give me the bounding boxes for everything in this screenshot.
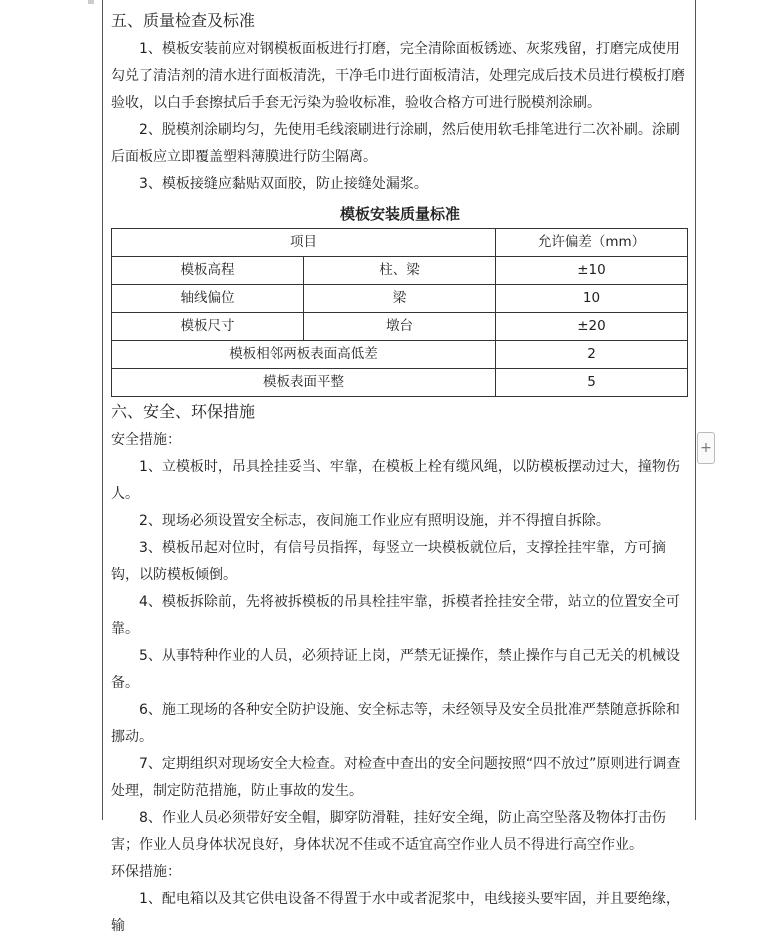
row-name: 轴线偏位: [112, 285, 304, 313]
safety-label: 安全措施：: [111, 432, 181, 448]
row-name: 模板表面平整: [112, 369, 496, 397]
table-header-row: [112, 229, 688, 257]
row-member: 柱、梁: [304, 257, 496, 285]
section5-heading: 五、质量检查及标准: [111, 11, 256, 30]
section6-heading: 六、安全、环保措施: [111, 402, 256, 421]
row-tolerance: ±20: [496, 313, 688, 341]
table-row: [112, 257, 688, 285]
safety-item-7: 7、定期组织对现场安全大检查。对检查中查出的安全问题按照“四不放过”原则进行调查处理，制定防范措施，防止事故的发生。: [111, 756, 681, 799]
table-title: 模板安装质量标准: [339, 205, 460, 223]
safety-item-1: 1、立模板时，吊具拴挂妥当、牢靠，在模板上栓有缆风绳，以防模板摆动过大，撞物伤人。: [111, 459, 680, 502]
table-row: [112, 369, 688, 397]
row-name: 模板高程: [112, 257, 304, 285]
environment-label: 环保措施：: [111, 864, 181, 880]
safety-item-2: 2、现场必须设置安全标志，夜间施工作业应有照明设施，并不得擅自拆除。: [139, 513, 610, 529]
safety-item-5: 5、从事特种作业的人员，必须持证上岗，严禁无证操作，禁止操作与自己无关的机械设备。: [111, 648, 680, 691]
table-row: [112, 313, 688, 341]
document-page: [102, 0, 696, 934]
section5-item-2: 2、脱模剂涂刷均匀，先使用毛线滚刷进行涂刷，然后使用软毛排笔进行二次补刷。涂刷后面板应立即覆盖塑料薄膜进行防尘隔离。: [111, 122, 680, 165]
row-member: 墩台: [304, 313, 496, 341]
row-tolerance: ±10: [496, 257, 688, 285]
row-name: 模板尺寸: [112, 313, 304, 341]
row-tolerance: 2: [496, 341, 688, 369]
row-member: 梁: [304, 285, 496, 313]
document-content: [111, 6, 689, 940]
header-tolerance: 允许偏差（mm）: [496, 229, 688, 257]
row-tolerance: 10: [496, 285, 688, 313]
top-edge-mark: [88, 0, 94, 4]
safety-item-6: 6、施工现场的各种安全防护设施、安全标志等，未经领导及安全员批准严禁随意拆除和挪动。: [111, 702, 680, 745]
safety-item-4: 4、模板拆除前，先将被拆模板的吊具栓挂牢靠，拆模者拴挂安全带，站立的位置安全可靠。: [111, 594, 680, 637]
row-name: 模板相邻两板表面高低差: [112, 341, 496, 369]
header-item: 项目: [112, 229, 496, 257]
table-row: [112, 285, 688, 313]
environment-item-1: 1、配电箱以及其它供电设备不得置于水中或者泥浆中，电线接头要牢固，并且要绝缘，输: [111, 891, 680, 934]
quality-table: [111, 228, 688, 397]
section5-item-1: 1、模板安装前应对钢模板面板进行打磨，完全清除面板锈迹、灰浆残留，打磨完成使用勾兑了清洁剂的清水进行面板清洗，干净毛巾进行面板清洁，处理完成后技术员进行模板打磨验收，以白手套擦拭后手套无污染为验收标准，验收合格方可进行脱模剂涂刷。: [111, 41, 685, 111]
add-block-button[interactable]: +: [697, 432, 715, 464]
safety-item-3: 3、模板吊起对位时，有信号员指挥，每竖立一块模板就位后，支撑拴挂牢靠，方可摘钩，以防模板倾倒。: [111, 540, 666, 583]
table-row: [112, 341, 688, 369]
safety-item-8: 8、作业人员必须带好安全帽，脚穿防滑鞋，挂好安全绳，防止高空坠落及物体打击伤害；作业人员身体状况良好，身体状况不佳或不适宜高空作业人员不得进行高空作业。: [111, 810, 666, 853]
section5-item-3: 3、模板接缝应黏贴双面胶，防止接缝处漏浆。: [139, 176, 428, 192]
row-tolerance: 5: [496, 369, 688, 397]
